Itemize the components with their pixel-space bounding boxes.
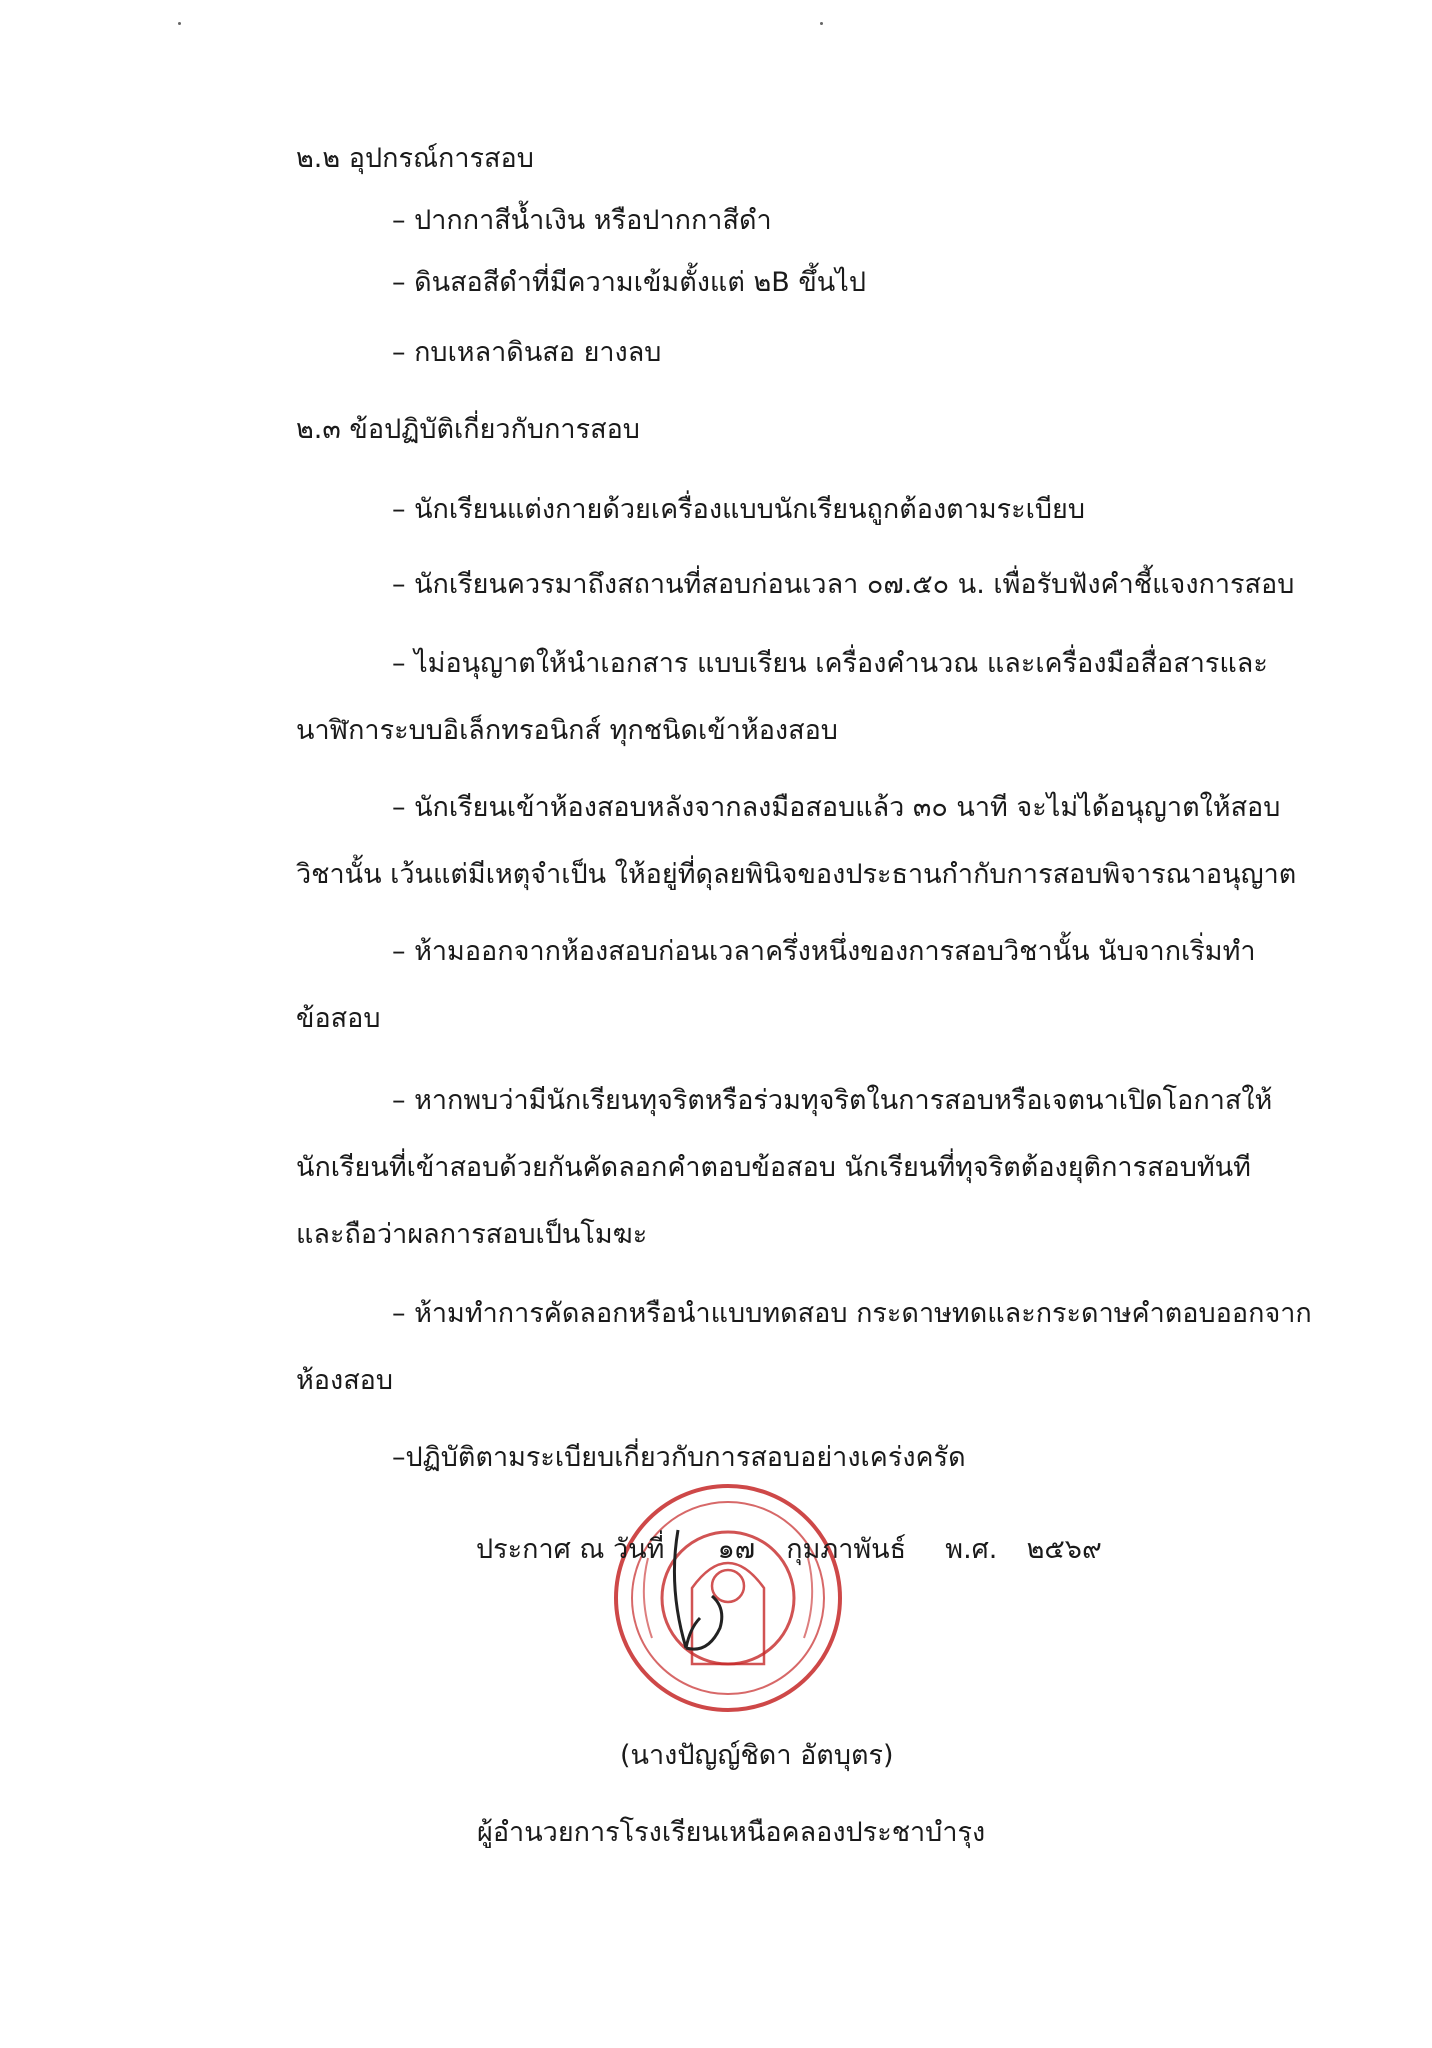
scan-dot [820,22,823,25]
rule-line-continued: วิชานั้น เว้นแต่มีเหตุจำเป็น ให้อยู่ที่ดุลยพินิจของประธานกำกับการสอบพิจารณาอนุญาต [296,859,1297,890]
announcement-line [476,1533,1102,1567]
rule-line: – นักเรียนเข้าห้องสอบหลังจากลงมือสอบแล้ว ๓๐ นาที จะไม่ได้อนุญาตให้สอบ [392,792,1281,823]
rule-line: – ไม่อนุญาตให้นำเอกสาร แบบเรียน เครื่องคำนวณ และเครื่องมือสื่อสารและ [392,648,1268,679]
rule-line: – ห้ามออกจากห้องสอบก่อนเวลาครึ่งหนึ่งของการสอบวิชานั้น นับจากเริ่มทำ [392,936,1256,967]
scan-dot [178,22,181,25]
rule-line-continued: ข้อสอบ [296,1003,381,1034]
rule-line: – ห้ามทำการคัดลอกหรือนำแบบทดสอบ กระดาษทดและกระดาษคำตอบออกจาก [392,1298,1312,1329]
rule-line: – นักเรียนควรมาถึงสถานที่สอบก่อนเวลา ๐๗.๕๐ น. เพื่อรับฟังคำชี้แจงการสอบ [392,569,1295,600]
announcement-day: ๑๗ [717,1534,756,1565]
rule-line-continued: ห้องสอบ [296,1365,394,1396]
announcement-year: ๒๕๖๙ [1026,1534,1102,1565]
equipment-item: – ดินสอสีดำที่มีความเข้มตั้งแต่ ๒B ขึ้นไป [392,267,866,298]
signatory-title: ผู้อำนวยการโรงเรียนเหนือคลองประชาบำรุง [477,1817,986,1848]
rule-line: – หากพบว่ามีนักเรียนทุจริตหรือร่วมทุจริตในการสอบหรือเจตนาเปิดโอกาสให้ [392,1085,1273,1116]
announcement-month: กุมภาพันธ์ [786,1534,907,1565]
section-heading-2-2: ๒.๒ อุปกรณ์การสอบ [296,143,534,174]
official-seal-stamp [608,1478,848,1718]
rule-line: – นักเรียนแต่งกายด้วยเครื่องแบบนักเรียนถูกต้องตามระเบียบ [392,494,1085,525]
announcement-era: พ.ศ. [945,1534,998,1565]
equipment-item: – กบเหลาดินสอ ยางลบ [392,337,662,368]
rule-line-continued: นาฬิการะบบอิเล็กทรอนิกส์ ทุกชนิดเข้าห้องสอบ [296,715,838,746]
equipment-item: – ปากกาสีน้ำเงิน หรือปากกาสีดำ [392,205,772,236]
rule-line-continued: และถือว่าผลการสอบเป็นโมฆะ [296,1219,648,1250]
rule-line-continued: นักเรียนที่เข้าสอบด้วยกันคัดลอกคำตอบข้อสอบ นักเรียนที่ทุจริตต้องยุติการสอบทันที [296,1152,1251,1183]
signatory-name: (นางปัญญ์ชิดา อัตบุตร) [620,1740,894,1771]
section-heading-2-3: ๒.๓ ข้อปฏิบัติเกี่ยวกับการสอบ [296,414,640,445]
rule-line: –ปฏิบัติตามระเบียบเกี่ยวกับการสอบอย่างเคร่งครัด [392,1442,966,1473]
announcement-label: ประกาศ ณ วันที่ [476,1534,665,1565]
